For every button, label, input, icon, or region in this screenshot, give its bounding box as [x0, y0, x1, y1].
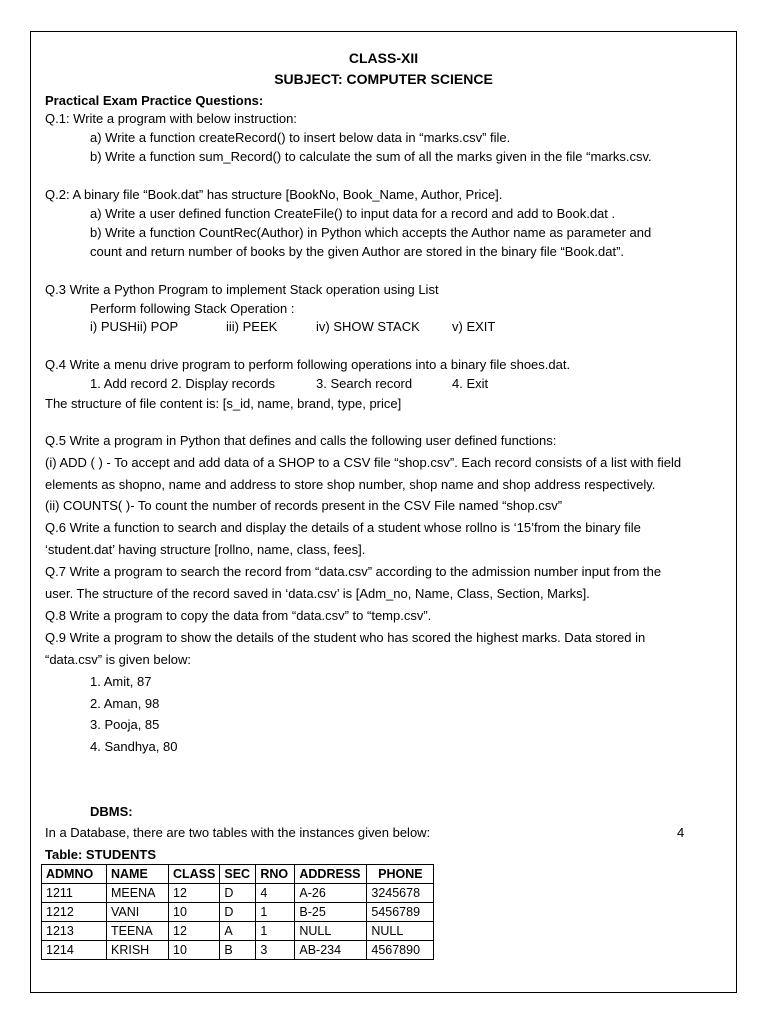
table-cell: KRISH	[107, 941, 169, 960]
table-cell: 1211	[42, 884, 107, 903]
question-6-cont: ‘student.dat’ having structure [rollno, name, class, fees].	[45, 542, 366, 557]
table-cell: 12	[169, 884, 220, 903]
table-cell: VANI	[107, 903, 169, 922]
question-3-perform: Perform following Stack Operation :	[90, 301, 295, 316]
stack-op-push-pop: i) PUSHii) POP	[90, 319, 179, 334]
dbms-heading: DBMS:	[90, 804, 133, 819]
table-cell: 1212	[42, 903, 107, 922]
question-6: Q.6 Write a function to search and display the details of a student whose rollno is ‘15’from the binary file	[45, 520, 641, 535]
table-cell: TEENA	[107, 922, 169, 941]
question-5: Q.5 Write a program in Python that defines and calls the following user defined functions:	[45, 433, 557, 448]
question-9: Q.9 Write a program to show the details of the student who has scored the highest marks. Data stored in	[45, 630, 646, 645]
table-cell: 5456789	[367, 903, 434, 922]
table-cell: 3	[256, 941, 295, 960]
table-cell: B	[220, 941, 256, 960]
dbms-intro: In a Database, there are two tables with the instances given below:	[45, 825, 431, 840]
column-header: SEC	[220, 865, 256, 884]
table-cell: NULL	[295, 922, 367, 941]
stack-op-exit: v) EXIT	[452, 319, 496, 334]
table-header-row	[42, 865, 434, 884]
question-4: Q.4 Write a menu drive program to perform following operations into a binary file shoes.dat.	[45, 357, 571, 372]
column-header: RNO	[256, 865, 295, 884]
table-cell: D	[220, 903, 256, 922]
table-cell: 10	[169, 903, 220, 922]
table-cell: AB-234	[295, 941, 367, 960]
question-5-part-i-cont: elements as shopno, name and address to store shop number, shop name and shop address respectively.	[45, 477, 656, 492]
table-row	[42, 941, 434, 960]
stack-op-peek: iii) PEEK	[226, 319, 278, 334]
table-row	[42, 922, 434, 941]
table-cell: D	[220, 884, 256, 903]
question-7-cont: user. The structure of the record saved in ‘data.csv’ is [Adm_no, Name, Class, Section, Marks].	[45, 586, 590, 601]
table-cell: 3245678	[367, 884, 434, 903]
table-cell: 1214	[42, 941, 107, 960]
question-1-part-b: b) Write a function sum_Record() to calculate the sum of all the marks given in the file “marks.csv.	[90, 149, 652, 164]
table-cell: 10	[169, 941, 220, 960]
question-7: Q.7 Write a program to search the record from “data.csv” according to the admission number input from the	[45, 564, 662, 579]
table-row	[42, 903, 434, 922]
table-cell: 1213	[42, 922, 107, 941]
table-cell: MEENA	[107, 884, 169, 903]
class-title: CLASS-XII	[348, 50, 419, 66]
question-2-part-b-cont: count and return number of books by the given Author are stored in the binary file “Book.dat”.	[90, 244, 625, 259]
menu-op-add-display: 1. Add record 2. Display records	[90, 376, 275, 391]
section-heading: Practical Exam Practice Questions:	[45, 93, 264, 108]
table-cell: 4567890	[367, 941, 434, 960]
dbms-marks: 4	[677, 825, 685, 840]
table-cell: 1	[256, 903, 295, 922]
column-header: NAME	[107, 865, 169, 884]
question-2: Q.2: A binary file “Book.dat” has structure [BookNo, Book_Name, Author, Price].	[45, 187, 503, 202]
question-2-part-a: a) Write a user defined function CreateFile() to input data for a record and add to Book.dat .	[90, 206, 616, 221]
menu-op-search: 3. Search record	[316, 376, 413, 391]
table-row	[42, 884, 434, 903]
students-table	[41, 864, 434, 960]
table-cell: 4	[256, 884, 295, 903]
stack-op-show: iv) SHOW STACK	[316, 319, 420, 334]
question-1: Q.1: Write a program with below instruction:	[45, 111, 297, 126]
list-item: 2. Aman, 98	[90, 696, 160, 711]
question-5-part-i: (i) ADD ( ) - To accept and add data of a SHOP to a CSV file “shop.csv”. Each record consists of a list with field	[45, 455, 682, 470]
list-item: 4. Sandhya, 80	[90, 739, 178, 754]
column-header: ADDRESS	[295, 865, 367, 884]
column-header: PHONE	[367, 865, 434, 884]
table-title: Table: STUDENTS	[45, 847, 156, 862]
table-cell: 1	[256, 922, 295, 941]
column-header: CLASS	[169, 865, 220, 884]
question-2-part-b: b) Write a function CountRec(Author) in Python which accepts the Author name as parameter and	[90, 225, 652, 240]
table-cell: A	[220, 922, 256, 941]
question-5-part-ii: (ii) COUNTS( )- To count the number of records present in the CSV File named “shop.csv”	[45, 498, 563, 513]
column-header: ADMNO	[42, 865, 107, 884]
question-1-part-a: a) Write a function createRecord() to insert below data in “marks.csv” file.	[90, 130, 511, 145]
subject-title: SUBJECT: COMPUTER SCIENCE	[274, 71, 493, 87]
table-cell: A-26	[295, 884, 367, 903]
question-9-cont: “data.csv” is given below:	[45, 652, 191, 667]
table-cell: 12	[169, 922, 220, 941]
question-3: Q.3 Write a Python Program to implement Stack operation using List	[45, 282, 439, 297]
table-cell: NULL	[367, 922, 434, 941]
question-8: Q.8 Write a program to copy the data from “data.csv” to “temp.csv”.	[45, 608, 432, 623]
menu-op-exit: 4. Exit	[452, 376, 489, 391]
table-cell: B-25	[295, 903, 367, 922]
list-item: 1. Amit, 87	[90, 674, 152, 689]
question-4-structure: The structure of file content is: [s_id, name, brand, type, price]	[45, 396, 402, 411]
list-item: 3. Pooja, 85	[90, 717, 160, 732]
